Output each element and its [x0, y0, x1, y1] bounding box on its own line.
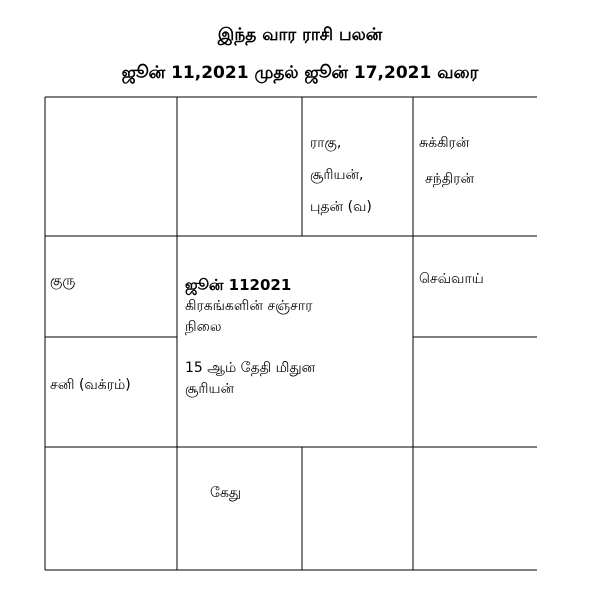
center-line1: கிரகங்களின் சஞ்சார: [185, 298, 313, 314]
center-title: ஜூன் 112021: [185, 276, 292, 294]
center-line4: சூரியன்: [185, 381, 235, 397]
house-mid-left-2: சனி (வக்ரம்): [50, 377, 131, 393]
house-top-3-line2: சூரியன்,: [310, 167, 364, 183]
house-bottom-2: கேது: [210, 485, 242, 501]
page-title: இந்த வார ராசி பலன்: [217, 25, 383, 45]
house-top-3-line1: ராகு,: [310, 135, 342, 151]
house-top-4-line1: சுக்கிரன்: [419, 135, 470, 151]
center-line2: நிலை: [185, 319, 222, 335]
center-line3: 15 ஆம் தேதி மிதுன: [185, 360, 316, 376]
house-top-3-line3: புதன் (வ): [310, 199, 372, 215]
page-subtitle: ஜூன் 11,2021 முதல் ஜூன் 17,2021 வரை: [121, 63, 479, 83]
house-mid-right-1: செவ்வாய்: [419, 271, 484, 287]
house-top-4-line2: சந்திரன்: [425, 171, 475, 187]
house-mid-left-1: குரு: [50, 273, 76, 289]
